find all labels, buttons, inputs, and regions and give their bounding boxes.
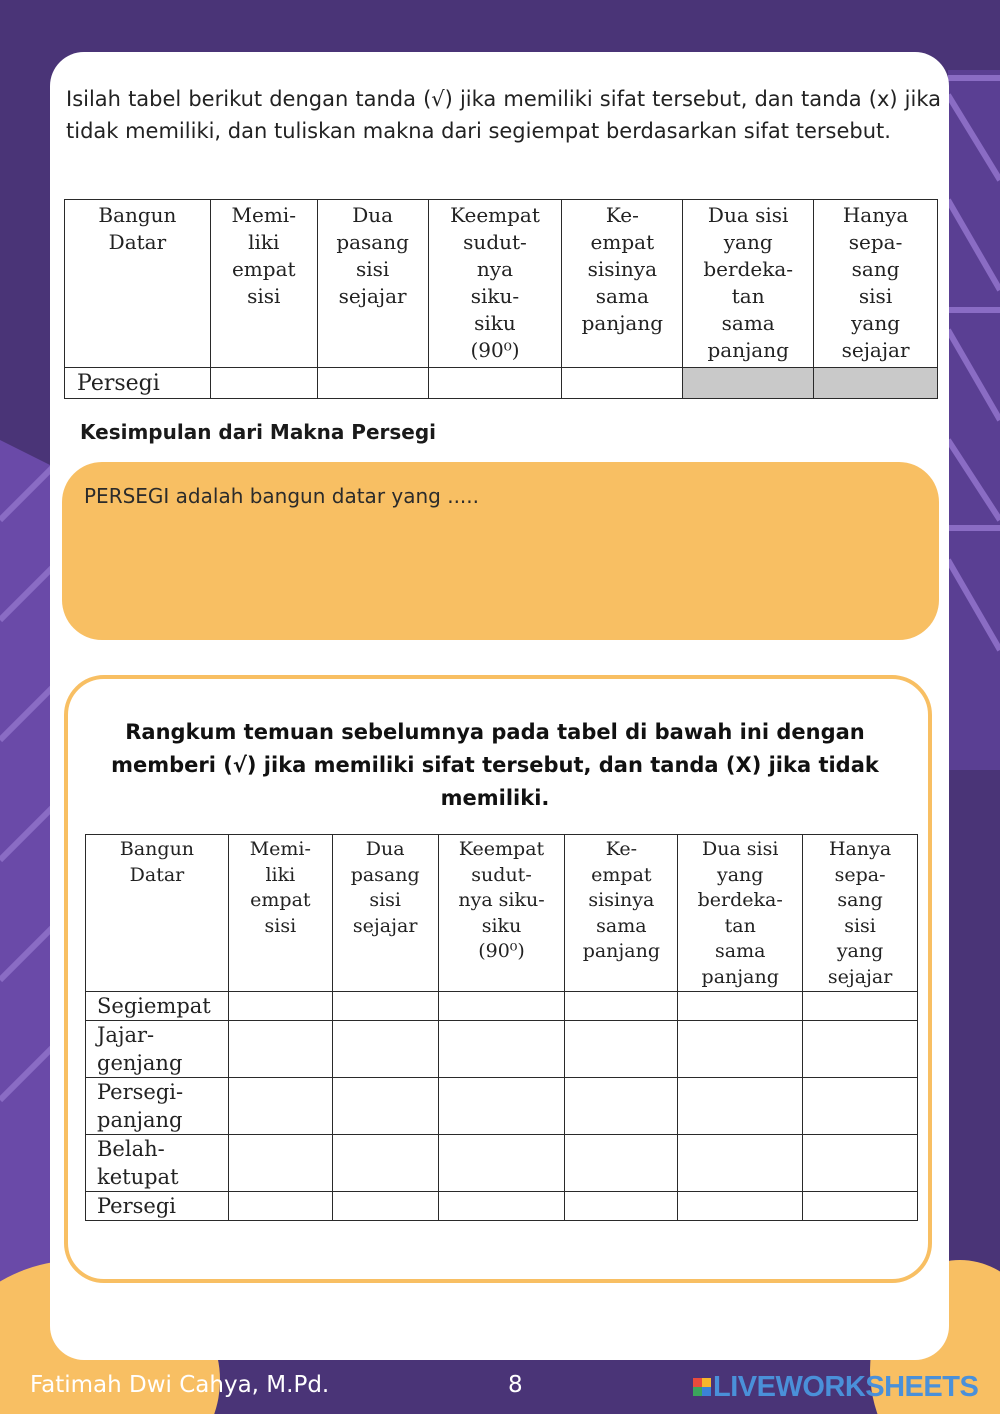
- answer-cell[interactable]: [803, 992, 918, 1021]
- answer-cell[interactable]: [678, 1135, 803, 1192]
- header-sama-panjang: Ke- empat sisinya sama panjang: [565, 835, 678, 992]
- table-row: [86, 1135, 918, 1192]
- shaded-cell: [683, 368, 814, 399]
- answer-cell[interactable]: [803, 1135, 918, 1192]
- row-label: Jajar- genjang: [86, 1021, 229, 1078]
- table-row: [86, 1078, 918, 1135]
- answer-cell[interactable]: [565, 992, 678, 1021]
- answer-cell[interactable]: [438, 1192, 565, 1221]
- conclusion-prompt: PERSEGI adalah bangun datar yang .....: [84, 484, 479, 508]
- header-bangun-datar: Bangun Datar: [65, 200, 211, 368]
- row-label: Persegi- panjang: [86, 1078, 229, 1135]
- table-header-row: [86, 835, 918, 992]
- answer-cell[interactable]: [565, 1021, 678, 1078]
- answer-cell[interactable]: [228, 1078, 332, 1135]
- header-berdekatan-sama: Dua sisi yang berdeka- tan sama panjang: [683, 200, 814, 368]
- answer-cell[interactable]: [678, 1192, 803, 1221]
- answer-cell[interactable]: [332, 1021, 438, 1078]
- header-dua-pasang-sejajar: Dua pasang sisi sejajar: [317, 200, 428, 368]
- header-sepasang-sejajar: Hanya sepa- sang sisi yang sejajar: [803, 835, 918, 992]
- answer-cell[interactable]: [228, 992, 332, 1021]
- author-name: Fatimah Dwi Cahya, M.Pd.: [30, 1372, 330, 1398]
- answer-cell[interactable]: [562, 368, 683, 399]
- answer-cell[interactable]: [228, 1192, 332, 1221]
- row-label: Persegi: [65, 368, 211, 399]
- header-berdekatan-sama: Dua sisi yang berdeka- tan sama panjang: [678, 835, 803, 992]
- header-sama-panjang: Ke- empat sisinya sama panjang: [562, 200, 683, 368]
- answer-cell[interactable]: [332, 1078, 438, 1135]
- summary-table: [85, 834, 918, 1221]
- row-label: Segiempat: [86, 992, 229, 1021]
- answer-cell[interactable]: [332, 1135, 438, 1192]
- answer-cell[interactable]: [803, 1021, 918, 1078]
- answer-cell[interactable]: [565, 1192, 678, 1221]
- answer-cell[interactable]: [565, 1135, 678, 1192]
- header-dua-pasang-sejajar: Dua pasang sisi sejajar: [332, 835, 438, 992]
- liveworksheets-icon: [693, 1378, 711, 1396]
- table-row: [86, 1192, 918, 1221]
- row-label: Persegi: [86, 1192, 229, 1221]
- answer-cell[interactable]: [438, 1135, 565, 1192]
- answer-cell[interactable]: [332, 992, 438, 1021]
- answer-cell[interactable]: [317, 368, 428, 399]
- header-bangun-datar: Bangun Datar: [86, 835, 229, 992]
- summary-instruction: Rangkum temuan sebelumnya pada tabel di bawah ini dengan memberi (√) jika memiliki sifat tersebut, dan tanda (X) jika tidak memiliki.: [111, 720, 879, 810]
- header-empat-sisi: Memi- liki empat sisi: [210, 200, 317, 368]
- answer-cell[interactable]: [228, 1135, 332, 1192]
- table-row: [65, 368, 938, 399]
- answer-cell[interactable]: [565, 1078, 678, 1135]
- header-sepasang-sejajar: Hanya sepa- sang sisi yang sejajar: [814, 200, 938, 368]
- header-siku-siku: Keempat sudut- nya siku- siku (90⁰): [428, 200, 562, 368]
- row-label: Belah- ketupat: [86, 1135, 229, 1192]
- answer-cell[interactable]: [438, 992, 565, 1021]
- answer-cell[interactable]: [803, 1078, 918, 1135]
- answer-cell[interactable]: [428, 368, 562, 399]
- answer-cell[interactable]: [803, 1192, 918, 1221]
- answer-cell[interactable]: [678, 1021, 803, 1078]
- shaded-cell: [814, 368, 938, 399]
- header-siku-siku: Keempat sudut- nya siku- siku (90⁰): [438, 835, 565, 992]
- answer-cell[interactable]: [438, 1078, 565, 1135]
- answer-cell[interactable]: [678, 1078, 803, 1135]
- conclusion-title: Kesimpulan dari Makna Persegi: [80, 420, 437, 444]
- answer-cell[interactable]: [228, 1021, 332, 1078]
- table-header-row: [65, 200, 938, 368]
- answer-cell[interactable]: [678, 992, 803, 1021]
- table-row: [86, 992, 918, 1021]
- instruction-text: Isilah tabel berikut dengan tanda (√) jika memiliki sifat tersebut, dan tanda (x) jika tidak memiliki, dan tuliskan makna dari segiempat berdasarkan sifat tersebut.: [66, 87, 941, 143]
- answer-cell[interactable]: [438, 1021, 565, 1078]
- answer-cell[interactable]: [332, 1192, 438, 1221]
- persegi-property-table: [64, 199, 938, 399]
- answer-cell[interactable]: [210, 368, 317, 399]
- header-empat-sisi: Memi- liki empat sisi: [228, 835, 332, 992]
- brand-logo[interactable]: [693, 1372, 978, 1402]
- table-row: [86, 1021, 918, 1078]
- brand-name: LIVEWORKSHEETS: [713, 1370, 979, 1403]
- page-number: 8: [508, 1372, 523, 1398]
